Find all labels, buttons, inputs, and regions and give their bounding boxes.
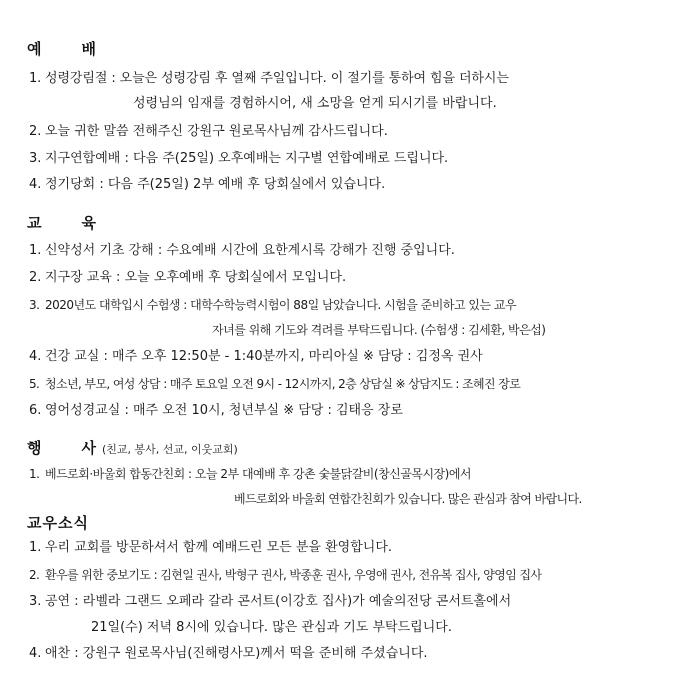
worship-heading-char-1: 예 <box>27 40 42 58</box>
item-number: 4. <box>29 177 42 192</box>
worship-item-1 <box>29 71 509 87</box>
item-text: 2020년도 대학입시 수험생 : 대학수학능력시험이 88일 남았습니다. 시험을 준비하고 있는 교우 <box>45 298 517 312</box>
item-text: 애찬 : 강원구 원로목사님(진해령사모)께서 떡을 준비해 주셨습니다. <box>45 646 428 661</box>
news-item-2 <box>29 567 541 583</box>
events-item-1 <box>29 466 471 482</box>
item-text: 오늘 귀한 말씀 전해주신 강원구 원로목사님께 감사드립니다. <box>45 124 388 139</box>
item-number: 1. <box>29 243 42 258</box>
events-heading-char-2: 사 <box>81 439 96 457</box>
item-number: 1. <box>29 467 40 481</box>
item-number: 5. <box>29 377 40 391</box>
item-text: 영어성경교실 : 매주 오전 10시, 청년부실 ※ 담당 : 김태응 장로 <box>45 403 403 418</box>
worship-heading <box>27 38 96 59</box>
education-heading <box>27 212 96 233</box>
events-item-1-cont: 베드로회와 바울회 연합간친회가 있습니다. 많은 관심과 참여 바랍니다. <box>234 492 582 506</box>
news-item-4 <box>29 646 428 662</box>
events-heading-note: (친교, 봉사, 선교, 이웃교회) <box>102 443 238 456</box>
education-item-3-cont: 자녀를 위해 기도와 격려를 부탁드립니다. (수험생 : 김세환, 박은섭) <box>212 323 546 337</box>
item-text: 베드로회·바울회 합동간친회 : 오늘 2부 대예배 후 강촌 숯불닭갈비(창신골목시장)에서 <box>45 467 472 481</box>
education-item-6 <box>29 403 403 419</box>
item-number: 3. <box>29 298 40 312</box>
education-item-5 <box>29 376 520 392</box>
item-number: 3. <box>29 594 42 609</box>
item-number: 2. <box>29 568 40 582</box>
item-text: 지구장 교육 : 오늘 오후예배 후 당회실에서 모입니다. <box>45 270 347 285</box>
item-text: 성령강림절 : 오늘은 성령강림 후 열째 주일입니다. 이 절기를 통하여 힘을 더하시는 <box>45 71 509 86</box>
item-text: 청소년, 부모, 여성 상담 : 매주 토요일 오전 9시 - 12시까지, 2층 상담실 ※ 상담지도 : 조혜진 장로 <box>45 377 521 391</box>
item-number: 4. <box>29 349 42 364</box>
worship-item-4 <box>29 177 385 193</box>
news-item-3 <box>29 594 511 610</box>
education-item-3 <box>29 297 516 313</box>
events-heading <box>27 437 238 458</box>
education-item-1 <box>29 243 455 259</box>
item-text: 환우를 위한 중보기도 : 김현일 권사, 박형구 권사, 박종훈 권사, 우영애 권사, 전유복 집사, 양영임 집사 <box>45 568 542 582</box>
item-number: 3. <box>29 151 42 166</box>
education-heading-char-1: 교 <box>27 214 42 232</box>
item-text: 신약성서 기초 강해 : 수요예배 시간에 요한계시록 강해가 진행 중입니다. <box>45 243 455 258</box>
item-text: 우리 교회를 방문하셔서 함께 예배드린 모든 분을 환영합니다. <box>45 540 393 555</box>
item-number: 1. <box>29 540 42 555</box>
item-number: 6. <box>29 403 42 418</box>
events-heading-char-1: 행 <box>27 439 42 457</box>
education-heading-char-2: 육 <box>81 214 96 232</box>
item-number: 1. <box>29 71 42 86</box>
item-text: 건강 교실 : 매주 오후 12:50분 - 1:40분까지, 마리아실 ※ 담당 : 김정옥 권사 <box>45 349 483 364</box>
item-text: 지구연합예배 : 다음 주(25일) 오후예배는 지구별 연합예배로 드립니다. <box>45 151 449 166</box>
item-text: 공연 : 라벨라 그랜드 오페라 갈라 콘서트(이강호 집사)가 예술의전당 콘서트홀에서 <box>45 594 512 609</box>
worship-item-1-cont: 성령님의 임재를 경험하시어, 새 소망을 얻게 되시기를 바랍니다. <box>133 96 497 111</box>
education-item-4 <box>29 349 483 365</box>
item-number: 2. <box>29 270 42 285</box>
worship-item-3 <box>29 151 448 167</box>
news-item-1 <box>29 540 392 556</box>
worship-item-2 <box>29 124 388 140</box>
worship-heading-char-2: 배 <box>81 40 96 58</box>
education-item-2 <box>29 270 346 286</box>
item-number: 4. <box>29 646 42 661</box>
news-item-3-cont: 21일(수) 저녁 8시에 있습니다. 많은 관심과 기도 부탁드립니다. <box>91 620 452 635</box>
item-text: 정기당회 : 다음 주(25일) 2부 예배 후 당회실에서 있습니다. <box>45 177 386 192</box>
news-heading: 교우소식 <box>27 514 89 532</box>
item-number: 2. <box>29 124 42 139</box>
